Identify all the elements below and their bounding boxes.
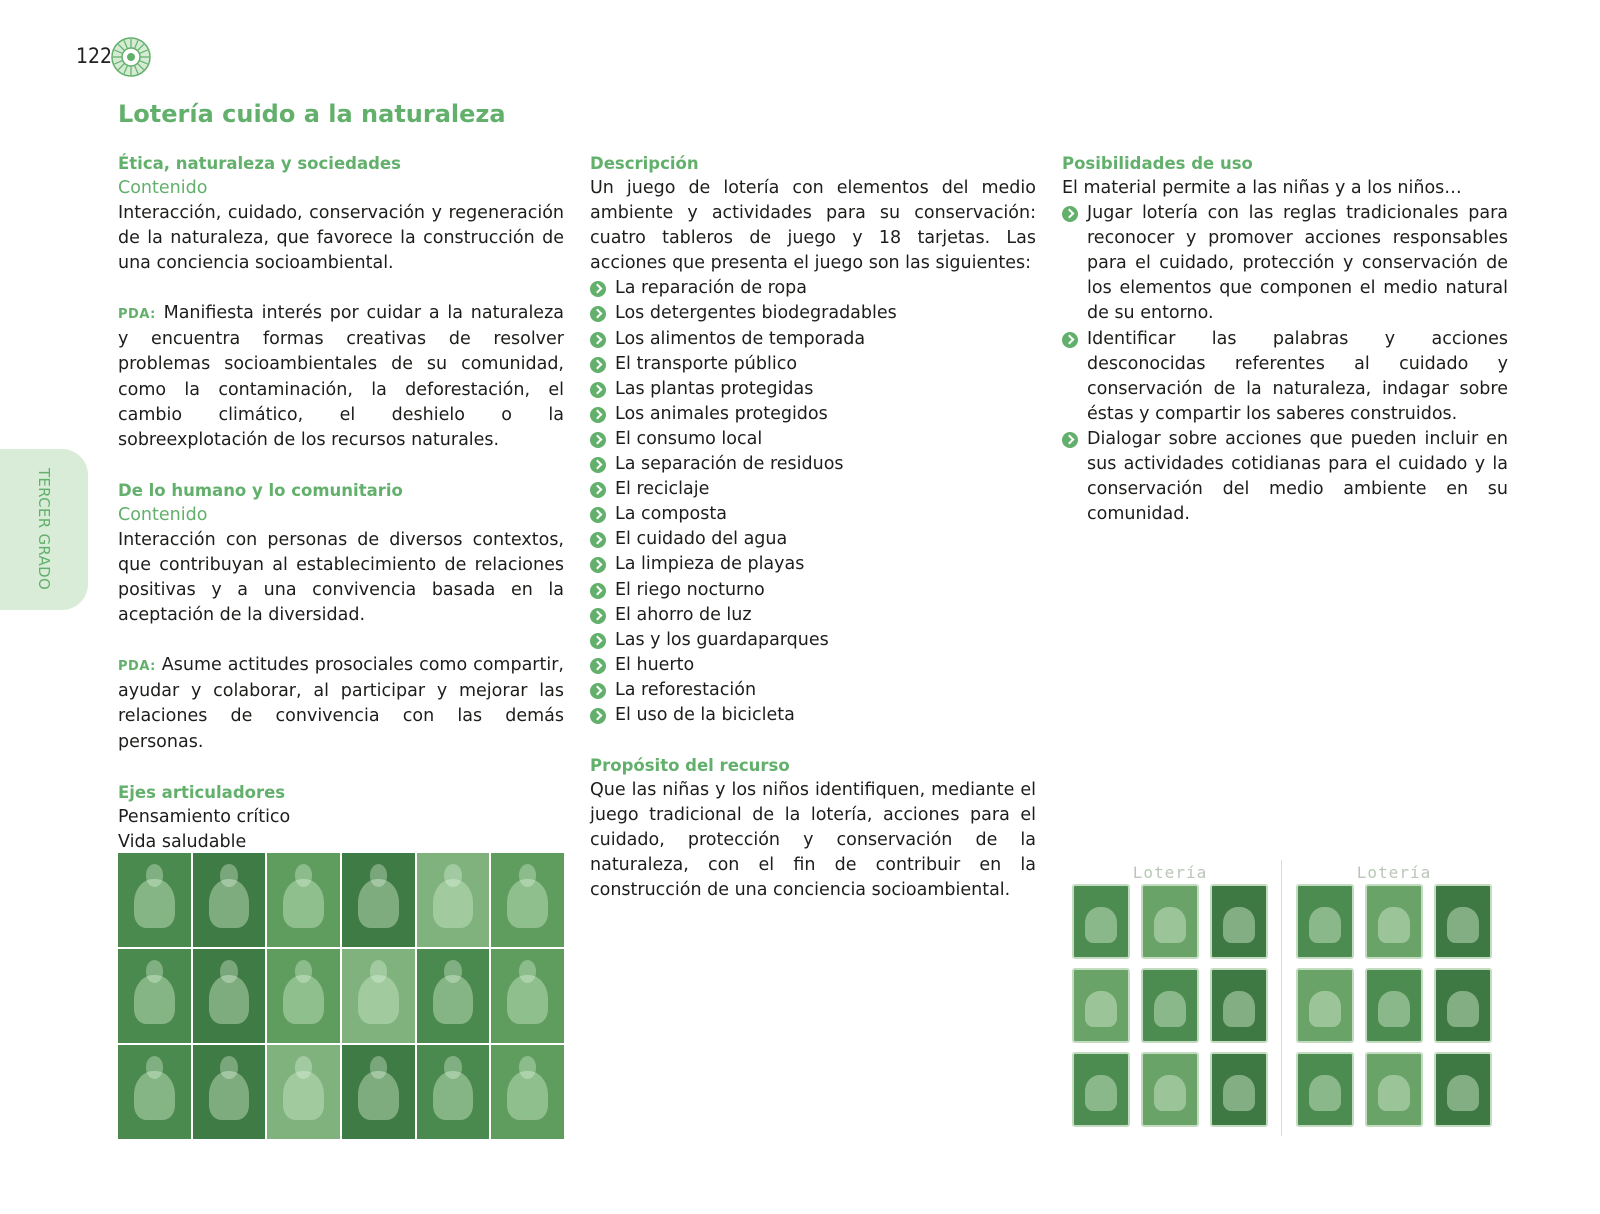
list-item: La reparación de ropa	[590, 276, 1036, 301]
list-item: Los detergentes biodegradables	[590, 301, 1036, 326]
chevron-right-icon	[590, 457, 606, 473]
list-item: Las plantas protegidas	[590, 377, 1036, 402]
uses-intro: El material permite a las niñas y a los niños…	[1062, 178, 1462, 198]
list-item: El riego nocturno	[590, 578, 1036, 603]
heading-descripcion: Descripción	[590, 154, 699, 173]
list-item: Identificar las palabras y acciones desconocidas referentes al cuidado y conservación de la naturaleza, indagar sobre éstas y compartir los saberes construidos.	[1062, 327, 1508, 427]
mosaic-tile	[417, 949, 490, 1043]
chevron-right-icon	[590, 608, 606, 624]
rosette-icon	[110, 36, 152, 78]
heading-ejes: Ejes articuladores	[118, 782, 286, 802]
contenido-2-text: Interacción con personas de diversos contextos, que contribuyan al establecimiento de relaciones positivas y a una convivencia basada en la aceptación de la diversidad.	[118, 529, 564, 626]
list-item: El reciclaje	[590, 477, 1036, 502]
loteria-card	[1434, 968, 1492, 1043]
page-number: 122	[76, 44, 113, 68]
list-item: Los animales protegidos	[590, 402, 1036, 427]
mosaic-tile	[491, 949, 564, 1043]
list-item: El ahorro de luz	[590, 603, 1036, 628]
card-mosaic-image	[118, 853, 564, 1139]
list-item: Los alimentos de temporada	[590, 327, 1036, 352]
pda-label: PDA:	[118, 307, 156, 323]
loteria-card	[1141, 884, 1199, 959]
chevron-right-icon	[590, 633, 606, 649]
proposito-text: Que las niñas y los niños identifiquen, mediante el juego tradicional de la lotería, acciones para el cuidado, protección y conservación de la naturaleza, con el fin de contribuir en la construcción de una conciencia socioambiental.	[590, 780, 1036, 901]
eje-item: Pensamiento crítico	[118, 806, 291, 827]
mosaic-tile	[491, 1045, 564, 1139]
mosaic-tile	[267, 1045, 340, 1139]
list-item: La limpieza de playas	[590, 552, 1036, 577]
loteria-card	[1210, 1052, 1268, 1127]
grade-label: TERCER GRADO	[35, 467, 53, 591]
mosaic-tile	[267, 853, 340, 947]
column-description	[590, 151, 1036, 904]
mosaic-tile	[118, 1045, 191, 1139]
chevron-right-icon	[590, 357, 606, 373]
list-item: El consumo local	[590, 427, 1036, 452]
loteria-card	[1365, 884, 1423, 959]
list-item: El transporte público	[590, 352, 1036, 377]
board-grid	[1294, 884, 1494, 1127]
list-item: El uso de la bicicleta	[590, 703, 1036, 728]
loteria-card	[1210, 968, 1268, 1043]
list-item: La reforestación	[590, 678, 1036, 703]
board-title: Lotería	[1132, 863, 1208, 882]
chevron-right-icon	[590, 583, 606, 599]
loteria-card	[1296, 1052, 1354, 1127]
mosaic-tile	[118, 853, 191, 947]
mosaic-tile	[193, 853, 266, 947]
heading-etica: Ética, naturaleza y sociedades	[118, 154, 401, 173]
loteria-board-left	[1070, 862, 1270, 1132]
loteria-card	[1434, 884, 1492, 959]
loteria-card	[1141, 1052, 1199, 1127]
mosaic-tile	[342, 1045, 415, 1139]
pda-label: PDA:	[118, 659, 156, 675]
mosaic-tile	[417, 1045, 490, 1139]
loteria-card	[1141, 968, 1199, 1043]
subheading-contenido-2: Contenido	[118, 504, 208, 525]
list-item: La separación de residuos	[590, 452, 1036, 477]
list-item: El huerto	[590, 653, 1036, 678]
list-item: La composta	[590, 502, 1036, 527]
chevron-right-icon	[590, 382, 606, 398]
subheading-contenido-1: Contenido	[118, 178, 208, 198]
descripcion-text: Un juego de lotería con elementos del medio ambiente y actividades para su conservación: cuatro tableros de juego y 18 tarjetas. Las acciones que presenta el juego son las siguientes:	[590, 178, 1036, 274]
mosaic-tile	[118, 949, 191, 1043]
chevron-right-icon	[590, 306, 606, 322]
chevron-right-icon	[590, 482, 606, 498]
chevron-right-icon	[590, 332, 606, 348]
actions-list	[590, 276, 1036, 728]
chevron-right-icon	[590, 708, 606, 724]
uses-list	[1062, 201, 1508, 527]
loteria-card	[1072, 1052, 1130, 1127]
chevron-right-icon	[590, 532, 606, 548]
chevron-right-icon	[590, 432, 606, 448]
list-item: Las y los guardaparques	[590, 628, 1036, 653]
loteria-card	[1072, 884, 1130, 959]
chevron-right-icon	[590, 658, 606, 674]
boards-divider	[1281, 860, 1282, 1136]
list-item: Dialogar sobre acciones que pueden incluir en sus actividades cotidianas para el cuidado y la conservación del medio ambiente en su comunidad.	[1062, 427, 1508, 527]
column-curriculum	[118, 151, 564, 855]
chevron-right-icon	[590, 557, 606, 573]
list-item: Jugar lotería con las reglas tradicionales para reconocer y promover acciones responsables para el cuidado, protección y conservación de los elementos que componen el medio natural de su entorno.	[1062, 201, 1508, 326]
heading-posibilidades: Posibilidades de uso	[1062, 154, 1253, 173]
chevron-right-icon	[590, 683, 606, 699]
eje-item: Vida saludable	[118, 831, 247, 852]
mosaic-tile	[342, 949, 415, 1043]
loteria-card	[1210, 884, 1268, 959]
pda-1-text: Manifiesta interés por cuidar a la naturaleza y encuentra formas creativas de resolver problemas socioambientales de su comunidad, como la contaminación, la deforestación, el cambio climático, el deshielo o la sobreexplotación de los recursos naturales.	[118, 303, 564, 450]
mosaic-tile	[193, 949, 266, 1043]
grade-side-tab	[0, 449, 88, 610]
chevron-right-icon	[1062, 432, 1078, 448]
loteria-card	[1434, 1052, 1492, 1127]
pda-2-text: Asume actitudes prosociales como compartir, ayudar y colaborar, al participar y mejorar las relaciones de convivencia con las demás personas.	[118, 655, 564, 752]
heading-humano: De lo humano y lo comunitario	[118, 480, 403, 500]
pda-1-paragraph	[118, 301, 564, 453]
chevron-right-icon	[590, 407, 606, 423]
mosaic-tile	[267, 949, 340, 1043]
contenido-1-text: Interacción, cuidado, conservación y regeneración de la naturaleza, que favorece la construcción de una conciencia socioambiental.	[118, 203, 564, 274]
heading-proposito: Propósito del recurso	[590, 756, 790, 776]
page-title: Lotería cuido a la naturaleza	[118, 100, 506, 128]
chevron-right-icon	[1062, 206, 1078, 222]
chevron-right-icon	[590, 507, 606, 523]
loteria-board-right	[1294, 862, 1494, 1132]
column-uses	[1062, 151, 1508, 527]
list-item: El cuidado del agua	[590, 527, 1036, 552]
loteria-card	[1365, 1052, 1423, 1127]
chevron-right-icon	[590, 281, 606, 297]
loteria-card	[1365, 968, 1423, 1043]
loteria-card	[1072, 968, 1130, 1043]
board-title: Lotería	[1356, 863, 1432, 882]
chevron-right-icon	[1062, 332, 1078, 348]
mosaic-tile	[193, 1045, 266, 1139]
mosaic-tile	[417, 853, 490, 947]
mosaic-tile	[342, 853, 415, 947]
mosaic-tile	[491, 853, 564, 947]
loteria-card	[1296, 968, 1354, 1043]
board-grid	[1070, 884, 1270, 1127]
pda-2-paragraph	[118, 653, 564, 754]
loteria-card	[1296, 884, 1354, 959]
